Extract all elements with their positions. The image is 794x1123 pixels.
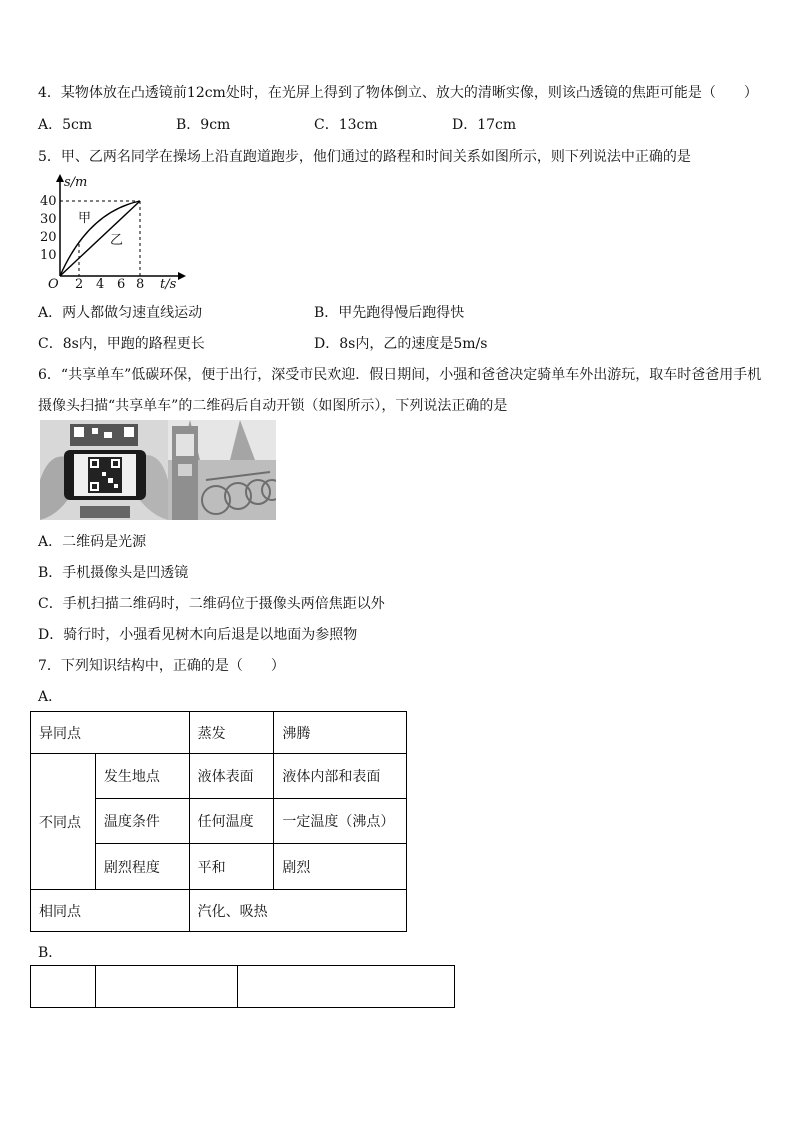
table-diff-label: 不同点 [31, 754, 96, 890]
q7-stem: 7．下列知识结构中，正确的是（ ） [38, 658, 285, 674]
q5-option-c: C．8s内，甲跑的路程更长 [38, 336, 205, 352]
table-header-boiling: 沸腾 [274, 712, 407, 754]
q6-option-a: A．二维码是光源 [38, 534, 147, 550]
x-tick-6: 6 [117, 277, 126, 290]
q4-option-a: A．5cm [38, 117, 93, 133]
q5-option-d: D．8s内，乙的速度是5m/s [314, 336, 488, 352]
b-table-cell [95, 966, 237, 1008]
y-tick-10: 10 [40, 248, 57, 263]
q6-stem-line1: 6．“共享单车”低碳环保，便于出行，深受市民欢迎．假日期间，小强和爸爸决定骑单车外出游玩，取车时爸爸用手机 [38, 367, 762, 383]
table-same-value: 汽化、吸热 [189, 890, 406, 932]
b-table-cell [237, 966, 455, 1008]
table-row-intensity-evap: 平和 [189, 844, 274, 890]
q4-stem: 4．某物体放在凸透镜前12cm处时，在光屏上得到了物体倒立、放大的清晰实像，则该凸透镜的焦距可能是（ ） [38, 85, 758, 101]
q4-option-c: C．13cm [314, 117, 378, 133]
q5-distance-time-graph [38, 172, 188, 290]
table-row-temperature-evap: 任何温度 [189, 799, 274, 844]
b-table-cell [31, 966, 96, 1008]
curve-jia-label: 甲 [78, 211, 92, 226]
q7-evaporation-boiling-table [30, 711, 407, 932]
y-tick-20: 20 [40, 230, 57, 245]
q7-option-a-label: A． [38, 689, 63, 705]
q5-stem: 5．甲、乙两名同学在操场上沿直跑道跑步，他们通过的路程和时间关系如图所示，则下列说法中正确的是 [38, 149, 691, 165]
q4-option-b: B．9cm [176, 117, 231, 133]
table-header-diff-same: 异同点 [31, 712, 190, 754]
y-tick-30: 30 [40, 212, 57, 227]
q4-option-d: D．17cm [452, 117, 517, 133]
x-tick-8: 8 [136, 277, 145, 290]
q6-stem-line2: 摄像头扫描“共享单车”的二维码后自动开锁（如图所示），下列说法正确的是 [38, 398, 508, 414]
q5-option-b: B．甲先跑得慢后跑得快 [314, 305, 465, 321]
q6-qr-scan-photo [40, 420, 276, 520]
q6-option-c: C．手机扫描二维码时，二维码位于摄像头两倍焦距以外 [38, 596, 385, 612]
q7-option-b-label: B． [38, 945, 63, 961]
table-row-intensity-boil: 剧烈 [274, 844, 407, 890]
curve-yi [60, 201, 140, 276]
origin-label: O [48, 277, 59, 290]
q6-option-d: D．骑行时，小强看见树木向后退是以地面为参照物 [38, 627, 358, 643]
table-row-temperature-label: 温度条件 [95, 799, 189, 844]
table-row-location-evap: 液体表面 [189, 754, 274, 799]
table-row-location-boil: 液体内部和表面 [274, 754, 407, 799]
table-header-evaporation: 蒸发 [189, 712, 274, 754]
curve-yi-label: 乙 [110, 233, 124, 248]
table-same-label: 相同点 [31, 890, 190, 932]
x-tick-4: 4 [96, 277, 105, 290]
x-axis-label: t/s [160, 277, 177, 290]
y-tick-40: 40 [40, 194, 57, 209]
table-row-temperature-boil: 一定温度（沸点） [274, 799, 407, 844]
q6-option-b: B．手机摄像头是凹透镜 [38, 565, 189, 581]
y-axis-label: s/m [64, 175, 88, 190]
x-tick-2: 2 [75, 277, 84, 290]
q5-option-a: A．两人都做匀速直线运动 [38, 305, 203, 321]
table-row-intensity-label: 剧烈程度 [95, 844, 189, 890]
q7-option-b-table [30, 965, 455, 1008]
table-row-location-label: 发生地点 [95, 754, 189, 799]
